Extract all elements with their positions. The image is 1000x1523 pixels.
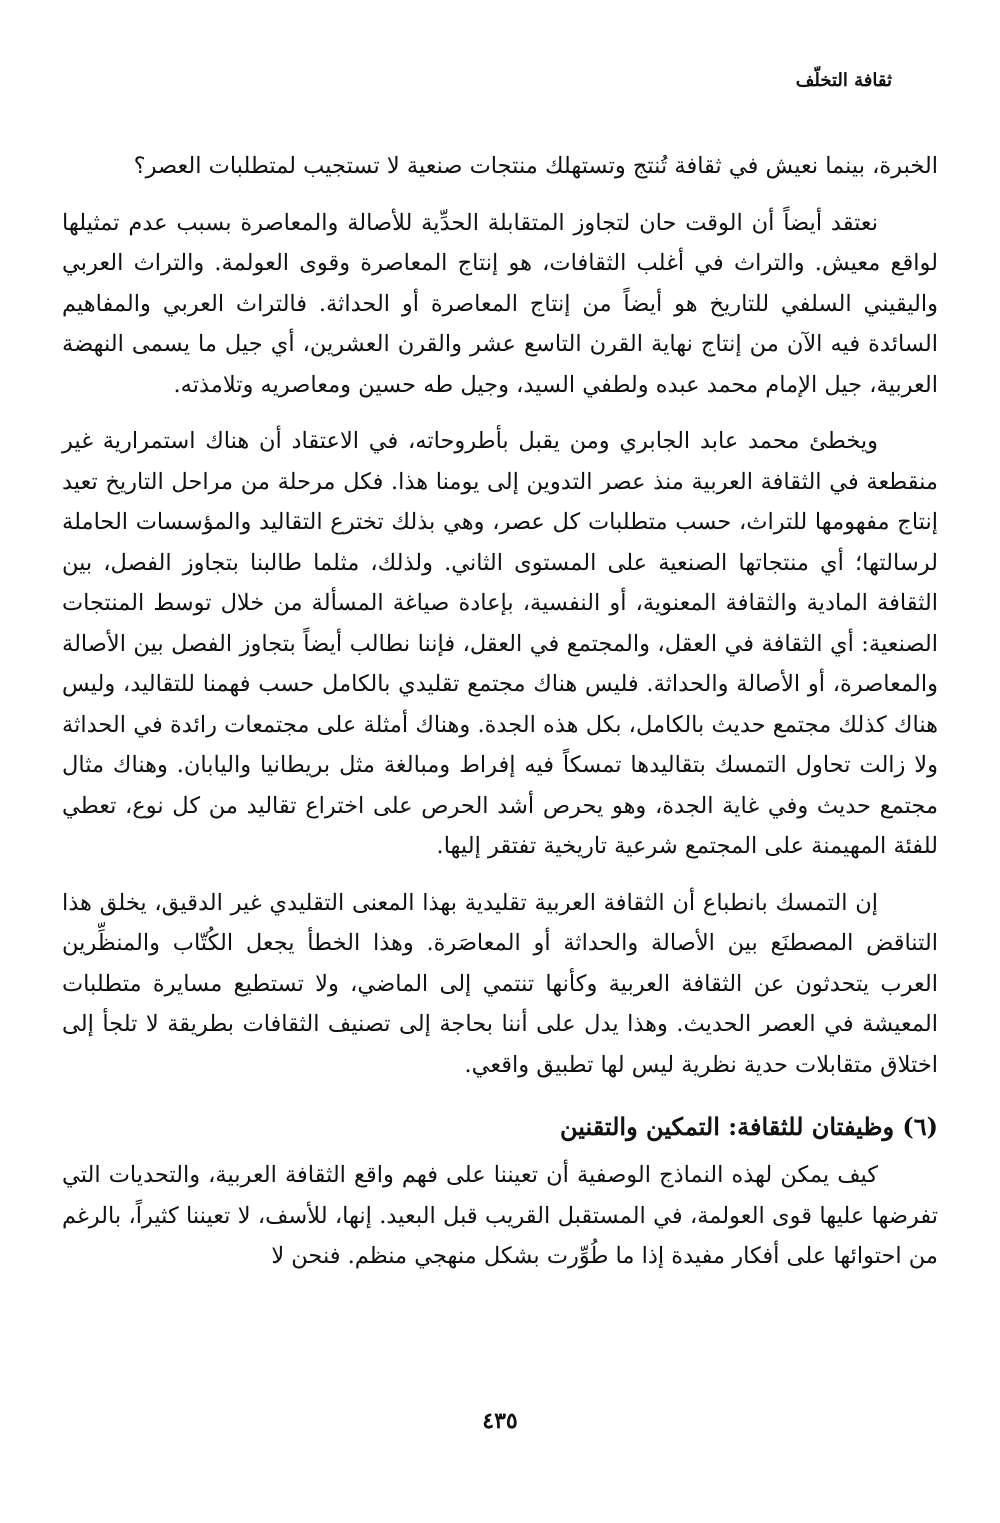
page-number: ٤٣٥ bbox=[482, 1408, 518, 1434]
running-header-title: ثقافة التخلّف bbox=[795, 70, 892, 91]
section-heading: (٦) وظيفتان للثقافة: التمكين والتقنين bbox=[559, 1112, 938, 1141]
main-text-block bbox=[62, 146, 938, 1277]
paragraph-contradiction: إن التمسك بانطباع أن الثقافة العربية تقليدية بهذا المعنى التقليدي غير الدقيق، يخلق هذا التناقض المصطنَع بين الأصالة والحداثة أو المعاصَرة. وهذا الخطأ يجعل الكُتّاب والمنظِّرين العرب يتحدثون عن الثقافة العربية وكأنها تنتمي إلى الماضي، ولا تستطيع مسايرة متطلبات المعيشة في العصر الحديث. وهذا يدل على أننا بحاجة إلى تصنيف الثقافات بطريقة لا تلجأ إلى اختلاق متقابلات حدية نظرية ليس لها تطبيق واقعي. bbox=[62, 889, 938, 1078]
paragraph-continuation: الخبرة، بينما نعيش في ثقافة تُنتج وتستهلك منتجات صنعية لا تستجيب لمتطلبات العصر؟ bbox=[133, 153, 938, 179]
paragraph-heritage: نعتقد أيضاً أن الوقت حان لتجاوز المتقابلة الحدِّية للأصالة والمعاصرة بسبب عدم تمثيلها لواقع معيش. والتراث في أغلب الثقافات، هو إنتاج المعاصرة وقوى العولمة. والتراث العربي واليقيني السلفي للتاريخ هو أيضاً من إنتاج المعاصرة أو الحداثة. فالتراث العربي والمفاهيم السائدة فيه الآن من إنتاج نهاية القرن التاسع عشر والقرن العشرين، أي جيل ما يسمى النهضة العربية، جيل الإمام محمد عبده ولطفي السيد، وجيل طه حسين ومعاصريه وتلامذته. bbox=[62, 209, 938, 398]
paragraph-jabri: ويخطئ محمد عابد الجابري ومن يقبل بأطروحاته، في الاعتقاد أن هناك استمرارية غير منقطعة في الثقافة العربية منذ عصر التدوين إلى يومنا هذا. فكل مرحلة من مراحل التاريخ تعيد إنتاج مفهومها للتراث، حسب متطلبات كل عصر، وهي بذلك تخترع التقاليد والمؤسسات الحاملة لرسالتها؛ أي منتجاتها الصنعية على المستوى الثاني. ولذلك، مثلما طالبنا بتجاوز الفصل، بين الثقافة المادية والثقافة المعنوية، أو النفسية، بإعادة صياغة المسألة من خلال توسط المنتجات الصنعية: أي الثقافة في العقل، والمجتمع في العقل، فإننا نطالب أيضاً بتجاوز الفصل بين الأصالة والمعاصرة، أو الأصالة والحداثة. فليس هناك مجتمع تقليدي بالكامل حسب فهمنا للتقاليد، وليس هناك كذلك مجتمع حديث بالكامل، بكل هذه الجدة. وهناك أمثلة على مجتمعات رائدة في الحداثة ولا زالت تحاول التمسك بتقاليدها تمسكاً فيه إفراط ومبالغة مثل بريطانيا واليابان. وهناك مثال مجتمع حديث وفي غاية الجدة، وهو يحرص أشد الحرص على اختراع تقاليد من كل نوع، تعطي للفئة المهيمنة على المجتمع شرعية تاريخية تفتقر إليها. bbox=[62, 428, 939, 859]
paragraph-section-intro: كيف يمكن لهذه النماذج الوصفية أن تعيننا على فهم واقع الثقافة العربية، والتحديات التي تفرضها عليها قوى العولمة، في المستقبل القريب قبل البعيد. إنها، للأسف، لا تعيننا كثيراً، بالرغم من احتوائها على أفكار مفيدة إذا ما طُوِّرت بشكل منهجي منظم. فنحن لا bbox=[62, 1162, 938, 1269]
